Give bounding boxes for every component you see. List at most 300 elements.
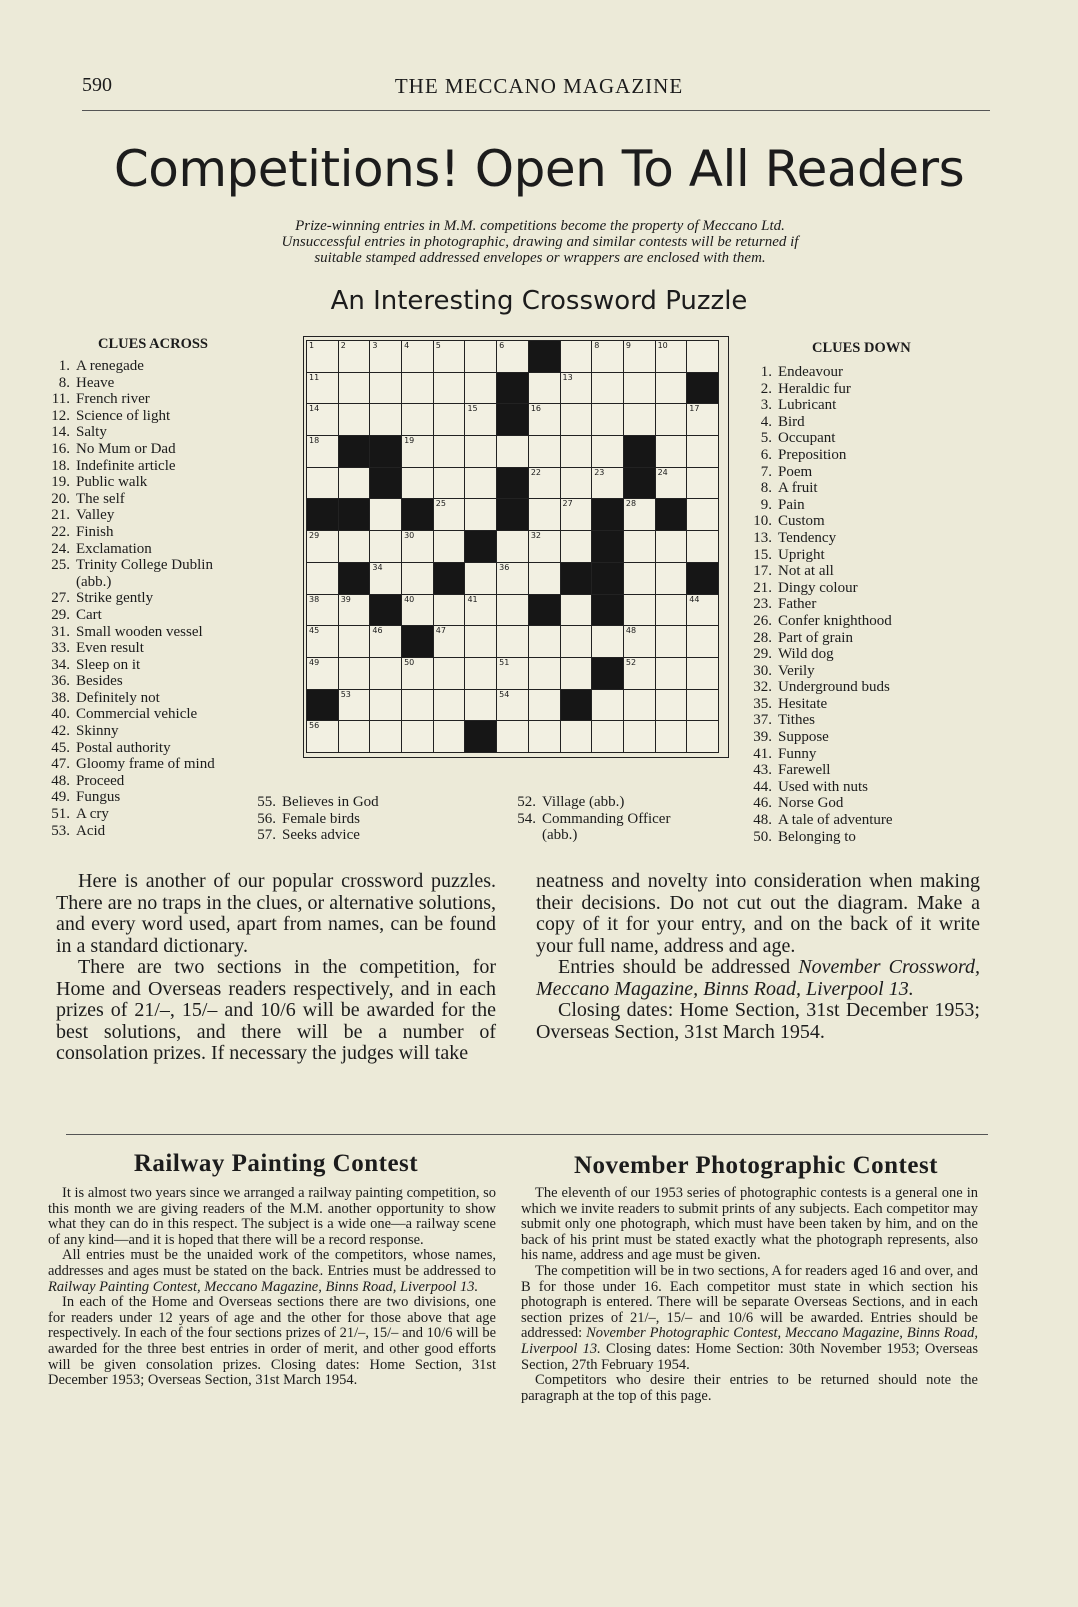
clue-item [44, 690, 294, 707]
clue-number: 37. [753, 712, 772, 729]
clue-item [44, 474, 294, 491]
clue-item [250, 811, 470, 828]
clue-item [44, 458, 294, 475]
clue-number: 30. [753, 662, 772, 679]
grid-cell [592, 626, 624, 658]
notice-line: Unsuccessful entries in photographic, drawing and similar contests will be returned if [281, 234, 799, 250]
clue-text: Heraldic fur [778, 380, 851, 397]
grid-cell [370, 531, 402, 563]
black-square [307, 499, 339, 531]
black-square [339, 563, 371, 595]
grid-cell [624, 341, 656, 373]
clue-text: Science of light [76, 407, 171, 424]
clue-item [44, 673, 294, 690]
clue-number: 1. [760, 364, 772, 380]
header-rule [82, 110, 990, 111]
cell-number: 1 [309, 341, 315, 350]
clue-item [746, 547, 986, 564]
black-square [497, 373, 529, 405]
grid-cell [656, 658, 688, 690]
cell-number: 30 [404, 531, 415, 541]
clue-number: 7. [760, 463, 772, 480]
clues-across-list-continued [250, 794, 470, 844]
clue-number: 2. [760, 380, 772, 397]
grid-cell [561, 373, 593, 405]
grid-cell [370, 658, 402, 690]
clue-item [510, 794, 750, 811]
grid-cell [370, 721, 402, 753]
page-title: Competitions! Open To All Readers [113, 140, 965, 198]
clue-item [44, 491, 294, 508]
clue-number: 49. [51, 789, 70, 806]
clue-text: (abb.) [542, 827, 578, 844]
clue-number: 15. [753, 546, 772, 563]
grid-cell [339, 658, 371, 690]
clue-number: 57. [257, 827, 276, 844]
grid-cell [624, 690, 656, 722]
grid-cell [370, 626, 402, 658]
clue-number: 19. [51, 474, 70, 491]
clue-number: 8. [58, 374, 70, 391]
clue-number: 44. [753, 778, 772, 795]
clue-item [44, 358, 294, 375]
clue-item [44, 524, 294, 541]
grid-cell [529, 404, 561, 436]
clue-number: 1. [58, 358, 70, 374]
clue-text: Trinity College Dublin [76, 557, 213, 574]
grid-cell [529, 563, 561, 595]
cell-number: 11 [309, 372, 320, 382]
clue-item [44, 375, 294, 392]
grid-cell [624, 721, 656, 753]
grid-cell [307, 626, 339, 658]
black-square [497, 499, 529, 531]
intro-paragraph: neatness and novelty into consideration when making their decisions. Do not cut out the diagram. Make a copy of it for your entry, and on the back of it write your full name, address and age. [536, 870, 980, 957]
black-square [624, 436, 656, 468]
clue-text: Female birds [282, 810, 360, 827]
clue-number: 31. [51, 623, 70, 640]
grid-cell [402, 436, 434, 468]
clue-item [44, 408, 294, 425]
grid-cell [307, 404, 339, 436]
clue-number: 35. [753, 695, 772, 712]
cell-number: 28 [625, 499, 637, 509]
running-head: THE MECCANO MAGAZINE [394, 74, 684, 98]
black-square [592, 595, 624, 627]
grid-cell [402, 690, 434, 722]
clue-number: 9. [760, 496, 772, 513]
clue-text: Confer knighthood [778, 612, 892, 629]
clue-text: A renegade [76, 358, 144, 374]
clue-number: 40. [51, 706, 70, 723]
clue-item [746, 712, 986, 729]
cell-number: 39 [340, 594, 351, 604]
clue-item [746, 364, 986, 381]
clue-number: 38. [51, 689, 70, 706]
cell-number: 51 [499, 657, 510, 667]
cell-number: 48 [625, 626, 637, 636]
clue-item [746, 414, 986, 431]
clues-down-list-continued [510, 794, 750, 844]
clue-item [746, 430, 986, 447]
intro-paragraph [536, 957, 980, 1000]
grid-cell [687, 658, 719, 690]
grid-cell [307, 436, 339, 468]
grid-cell [402, 341, 434, 373]
clues-down-heading: CLUES DOWN [812, 340, 911, 356]
grid-cell [687, 531, 719, 563]
cell-number: 50 [404, 657, 415, 667]
clue-number [44, 574, 76, 591]
puzzle-title: An Interesting Crossword Puzzle [330, 286, 748, 316]
grid-cell [624, 499, 656, 531]
grid-cell [465, 563, 497, 595]
cell-number: 18 [309, 436, 320, 446]
intro-text: Entries should be addressed [558, 956, 799, 978]
black-square [687, 373, 719, 405]
clue-text: Funny [778, 745, 817, 762]
black-square [592, 563, 624, 595]
grid-cell [687, 404, 719, 436]
clue-number: 33. [51, 640, 70, 657]
clue-number: 21. [51, 507, 70, 524]
cell-number: 44 [689, 594, 700, 604]
grid-cell [656, 690, 688, 722]
clue-item [746, 497, 986, 514]
grid-cell [465, 436, 497, 468]
clue-item [746, 480, 986, 497]
railway-contest-title: Railway Painting Contest [133, 1150, 419, 1177]
clue-item [44, 557, 294, 574]
clue-text: (abb.) [76, 573, 112, 590]
cell-number: 3 [372, 341, 378, 350]
clue-item [746, 696, 986, 713]
railway-address: Railway Painting Contest, Meccano Magazine, Binns Road, Liverpool 13. [48, 1278, 479, 1295]
clue-text: Dingy colour [778, 579, 858, 596]
clue-number: 24. [51, 540, 70, 557]
photo-paragraph: Competitors who desire their entries to be returned should note the paragraph at the top of this page. [521, 1372, 978, 1404]
clue-text: Acid [76, 822, 106, 839]
grid-cell [624, 373, 656, 405]
clue-number: 32. [753, 679, 772, 696]
clue-text: Seeks advice [282, 827, 360, 844]
grid-cell [561, 499, 593, 531]
photo-text: The competition will be in two sections, A for readers aged 16 and over, and B for those under 16. Each competitor must state in which section his photograph is entered. There will be separate Overseas Sections, and in each section prizes of 21/–, 15/– and 10/6 will be awarded. Entries should be addressed: [521, 1262, 978, 1342]
clue-item [44, 541, 294, 558]
grid-cell [370, 404, 402, 436]
clue-item [510, 811, 750, 828]
notice-line: suitable stamped addressed envelopes or wrappers are enclosed with them. [314, 250, 766, 266]
grid-cell [529, 373, 561, 405]
clue-item [44, 590, 294, 607]
clue-item [746, 563, 986, 580]
clue-item [746, 447, 986, 464]
cell-number: 29 [309, 531, 320, 541]
clue-item [250, 827, 470, 844]
clue-number: 13. [753, 529, 772, 546]
grid-cell [402, 373, 434, 405]
clue-number: 4. [760, 413, 772, 430]
grid-cell [592, 404, 624, 436]
grid-cell [656, 626, 688, 658]
black-square [370, 595, 402, 627]
clue-text: Finish [76, 523, 114, 540]
intro-left [56, 871, 496, 1065]
clue-number: 46. [753, 795, 772, 812]
grid-cell [624, 531, 656, 563]
grid-cell [561, 595, 593, 627]
clue-item [746, 613, 986, 630]
grid-cell [402, 563, 434, 595]
grid-cell [339, 404, 371, 436]
clue-text: A fruit [778, 480, 818, 497]
grid-cell [339, 626, 371, 658]
grid-cell [339, 341, 371, 373]
clue-number: 39. [753, 729, 772, 746]
clue-text: Wild dog [778, 646, 834, 663]
cell-number: 38 [309, 594, 320, 604]
clue-text: Definitely not [76, 689, 160, 706]
grid-cell [529, 436, 561, 468]
clue-text: Used with nuts [778, 778, 868, 795]
grid-cell [529, 531, 561, 563]
clue-number: 10. [753, 513, 772, 530]
grid-cell [465, 468, 497, 500]
black-square [339, 436, 371, 468]
grid-cell [497, 626, 529, 658]
grid-cell [434, 721, 466, 753]
black-square [497, 404, 529, 436]
entry-address: November Crossword, Meccano Magazine, Binns Road, Liverpool 13. [536, 956, 980, 1000]
clues-across-list [44, 358, 294, 839]
grid-cell [656, 468, 688, 500]
clue-text: Postal authority [76, 739, 171, 756]
grid-cell [656, 531, 688, 563]
grid-cell [592, 373, 624, 405]
grid-cell [592, 468, 624, 500]
grid-cell [434, 436, 466, 468]
grid-cell [624, 626, 656, 658]
clue-item [746, 646, 986, 663]
grid-cell [434, 595, 466, 627]
black-square [592, 658, 624, 690]
clue-text: Valley [76, 507, 115, 524]
clue-item [44, 706, 294, 723]
clue-text: Exclamation [76, 540, 152, 557]
grid-cell [434, 690, 466, 722]
clue-text: Upright [778, 546, 825, 563]
grid-cell [561, 468, 593, 500]
clue-item [44, 773, 294, 790]
black-square [529, 341, 561, 373]
cell-number: 14 [309, 404, 320, 414]
clue-item [44, 391, 294, 408]
grid-cell [497, 721, 529, 753]
black-square [307, 690, 339, 722]
black-square [656, 499, 688, 531]
cell-number: 2 [340, 341, 346, 350]
grid-cell [656, 595, 688, 627]
clue-number: 43. [753, 762, 772, 779]
black-square [370, 468, 402, 500]
cell-number: 25 [435, 499, 446, 509]
clue-number: 14. [51, 424, 70, 441]
black-square [465, 531, 497, 563]
clue-text: Even result [76, 640, 144, 657]
clue-number: 53. [51, 822, 70, 839]
black-square [624, 468, 656, 500]
grid-cell [529, 468, 561, 500]
grid-cell [402, 721, 434, 753]
grid-cell [497, 436, 529, 468]
grid-cell [687, 690, 719, 722]
clue-number: 21. [753, 579, 772, 596]
cell-number: 6 [499, 341, 505, 350]
clue-item [746, 580, 986, 597]
grid-cell [687, 468, 719, 500]
clue-number: 20. [51, 490, 70, 507]
grid-cell [339, 595, 371, 627]
clue-text: Small wooden vessel [76, 623, 203, 640]
cell-number: 13 [562, 372, 573, 382]
grid-cell [497, 341, 529, 373]
clue-number: 48. [51, 772, 70, 789]
clue-text: Sleep on it [76, 656, 141, 673]
cell-number: 49 [309, 657, 320, 667]
clue-number: 23. [753, 596, 772, 613]
grid-cell [561, 436, 593, 468]
railway-text: All entries must be the unaided work of the competitors, whose names, addresses and ages must be stated on the back. Entries must be addressed to [48, 1247, 496, 1279]
clue-text: Hesitate [778, 695, 828, 712]
grid-cell [465, 499, 497, 531]
grid-cell [561, 404, 593, 436]
black-square [687, 563, 719, 595]
cell-number: 9 [625, 341, 631, 350]
grid-cell [592, 690, 624, 722]
clue-text: Skinny [76, 723, 119, 740]
cell-number: 40 [404, 594, 415, 604]
clue-number: 36. [51, 673, 70, 690]
grid-cell [434, 626, 466, 658]
clue-text: Underground buds [778, 679, 890, 696]
cell-number: 17 [689, 404, 700, 414]
notice-line: Prize-winning entries in M.M. competitions become the property of Meccano Ltd. [295, 218, 785, 234]
cell-number: 52 [625, 657, 637, 667]
clue-number: 47. [51, 756, 70, 773]
clue-number: 26. [753, 612, 772, 629]
clue-number: 50. [753, 828, 772, 845]
grid-cell [307, 341, 339, 373]
black-square [592, 531, 624, 563]
black-square [529, 595, 561, 627]
grid-cell [307, 721, 339, 753]
clue-number: 28. [753, 629, 772, 646]
cell-number: 56 [309, 721, 320, 731]
clue-item [746, 630, 986, 647]
grid-cell [561, 626, 593, 658]
grid-cell [497, 595, 529, 627]
clue-number: 18. [51, 457, 70, 474]
cell-number: 19 [404, 436, 415, 446]
photo-paragraph [521, 1264, 978, 1373]
cell-number: 4 [404, 341, 410, 350]
clue-number: 22. [51, 523, 70, 540]
clue-number: 6. [760, 446, 772, 463]
clue-item [44, 657, 294, 674]
grid-cell [307, 531, 339, 563]
clue-number: 42. [51, 723, 70, 740]
grid-cell [339, 531, 371, 563]
grid-cell [592, 341, 624, 373]
cell-number: 23 [594, 467, 605, 477]
grid-cell [370, 373, 402, 405]
cell-number: 16 [530, 404, 541, 414]
clue-text: Proceed [76, 772, 125, 789]
cell-number: 46 [372, 626, 383, 636]
clues-across-heading: CLUES ACROSS [98, 336, 208, 352]
cell-number: 15 [467, 404, 478, 414]
clue-number: 3. [760, 397, 772, 414]
black-square [402, 499, 434, 531]
clue-item [746, 829, 986, 846]
grid-cell [561, 341, 593, 373]
photo-contest-title: November Photographic Contest [574, 1152, 938, 1179]
clue-item [44, 640, 294, 657]
grid-cell [687, 721, 719, 753]
clue-item [44, 574, 294, 591]
grid-cell [687, 595, 719, 627]
clue-number: 16. [51, 440, 70, 457]
grid-cell [592, 721, 624, 753]
cell-number: 53 [340, 689, 351, 699]
clues-down-list [746, 364, 986, 845]
grid-cell [561, 721, 593, 753]
grid-cell [339, 721, 371, 753]
clue-number: 25. [51, 557, 70, 574]
photo-address: November Photographic Contest, Meccano Magazine, Binns Road, Liverpool 13. [521, 1325, 978, 1357]
clue-item [44, 424, 294, 441]
clue-text: Custom [778, 513, 825, 530]
grid-cell [307, 373, 339, 405]
black-square [434, 563, 466, 595]
clue-item [44, 441, 294, 458]
clue-number: 29. [51, 606, 70, 623]
clue-item [746, 679, 986, 696]
clue-text: Salty [76, 424, 107, 441]
grid-cell [370, 690, 402, 722]
grid-cell [370, 563, 402, 595]
black-square [402, 626, 434, 658]
clue-number: 17. [753, 563, 772, 580]
grid-cell [402, 595, 434, 627]
intro-paragraph: There are two sections in the competition, for Home and Overseas readers respectively, and in each prizes of 21/–, 15/– and 10/6 will be awarded for the best solutions, and there will be a number of consolation prizes. If necessary the judges will take [56, 956, 496, 1064]
grid-cell [529, 721, 561, 753]
clue-item [250, 794, 470, 811]
clue-number: 56. [257, 810, 276, 827]
clue-item [746, 795, 986, 812]
clue-number: 45. [51, 739, 70, 756]
clue-number: 55. [257, 794, 276, 810]
clue-text: Commanding Officer [542, 810, 671, 827]
grid-cell [339, 373, 371, 405]
grid-cell [497, 531, 529, 563]
clue-text: Village (abb.) [542, 794, 625, 810]
grid-cell [339, 468, 371, 500]
grid-cell [687, 341, 719, 373]
clue-item [746, 530, 986, 547]
grid-cell [497, 690, 529, 722]
clue-number: 48. [753, 812, 772, 829]
